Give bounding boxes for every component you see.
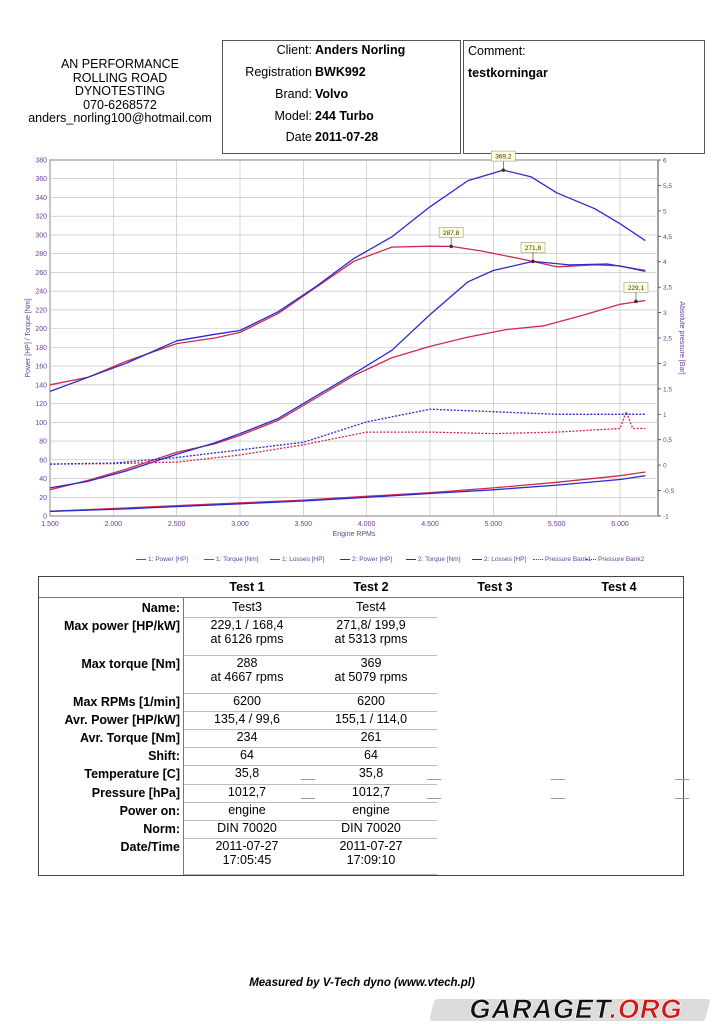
cell-test-1: 64	[240, 748, 254, 762]
registration-row	[223, 65, 460, 85]
legend-swatch	[406, 559, 416, 560]
annotation-label: 369,2	[495, 153, 512, 161]
cell-test-2: 35,8	[358, 766, 384, 780]
y-tick-label: 260	[35, 269, 47, 277]
model-row	[223, 109, 460, 129]
cell-test-2: 155,1 / 114,0	[334, 712, 408, 726]
logo-text-main: GARAGET	[469, 994, 610, 1024]
legend-item	[340, 556, 392, 563]
comment-value: testkorningar	[468, 66, 548, 80]
x-tick-label: 5.000	[484, 521, 503, 528]
cell-test-2: 64	[364, 748, 378, 762]
y2-tick-label: 0	[663, 462, 667, 470]
y-axis-label: Power [HP] / Torque [Nm]	[25, 298, 32, 378]
logo-text-suffix: .ORG	[609, 994, 683, 1024]
x-axis-label: Engine RPMs	[332, 531, 376, 538]
legend-label: 2: Losses [HP]	[484, 556, 527, 563]
cell-test-1: Test3	[232, 600, 262, 614]
y-tick-label: 200	[35, 326, 47, 334]
x-tick-label: 4.000	[357, 521, 376, 528]
y2-tick-label: -0,5	[663, 488, 675, 496]
row-label: Pressure [hPa]	[91, 786, 180, 800]
y-tick-label: 220	[35, 307, 47, 315]
brand-label: Brand:	[275, 87, 312, 101]
legend-item	[586, 556, 644, 563]
cell-test-2: 261	[360, 730, 382, 744]
label-divider	[183, 597, 184, 875]
y2-tick-label: 5	[663, 208, 667, 216]
legend-item	[533, 556, 591, 563]
header-test-2: Test 2	[353, 580, 389, 594]
company-line: ROLLING ROAD	[72, 70, 168, 85]
row-label: Max power [HP/kW]	[64, 619, 180, 633]
company-line: AN PERFORMANCE	[60, 57, 180, 71]
y-tick-label: 40	[39, 476, 47, 484]
cell-test-2: 271,8/ 199,9	[336, 618, 406, 632]
legend-item	[270, 556, 324, 563]
empty-cell-dash	[675, 798, 689, 799]
client-value: Anders Norling	[315, 43, 406, 57]
y2-tick-label: 3,5	[663, 284, 673, 292]
cell-test-2: Test4	[356, 600, 386, 614]
company-info	[20, 58, 220, 126]
row-label: Norm:	[143, 822, 180, 836]
legend-swatch	[340, 559, 350, 560]
x-tick-label: 2.500	[167, 521, 186, 528]
cell-test-2: 369	[360, 656, 382, 670]
y-tick-label: 0	[43, 513, 47, 521]
empty-cell-dash	[427, 798, 441, 799]
header-divider	[39, 597, 683, 598]
row-label: Avr. Power [HP/kW]	[64, 713, 180, 727]
y2-tick-label: 5,5	[663, 182, 673, 190]
legend-swatch	[136, 559, 146, 560]
y2-tick-label: -1	[663, 513, 669, 521]
y-tick-label: 140	[35, 382, 47, 390]
legend-label: Pressure Bank1	[545, 556, 592, 563]
logo-text	[469, 994, 682, 1024]
y-tick-label: 80	[39, 438, 47, 446]
date-row	[223, 130, 460, 150]
y-tick-label: 180	[35, 344, 47, 352]
annotation-label: 229,1	[627, 284, 645, 292]
empty-cell-dash	[301, 798, 315, 799]
comment-box	[463, 40, 705, 154]
y-tick-label: 160	[35, 363, 47, 371]
legend-swatch	[270, 559, 280, 560]
legend-label: 1: Losses [HP]	[282, 556, 325, 563]
legend-label: 2: Power [HP]	[352, 556, 393, 563]
legend-label: 2: Torque [Nm]	[418, 556, 461, 563]
cell-test-1: DIN 70020	[217, 821, 277, 835]
registration-label: Registration	[245, 65, 312, 79]
y2-tick-label: 0,5	[663, 437, 673, 445]
cell-test-2: engine	[352, 803, 390, 817]
y-tick-label: 280	[35, 251, 47, 259]
cell-test-1: 229,1 / 168,4	[210, 618, 284, 632]
row-label: Avr. Torque [Nm]	[79, 731, 180, 745]
row-label: Shift:	[148, 749, 180, 763]
row-label: Power on:	[119, 804, 180, 818]
empty-cell-dash	[675, 779, 689, 780]
y-tick-label: 340	[35, 194, 47, 202]
cell-test-2-detail: at 5079 rpms	[334, 670, 408, 684]
y2-tick-label: 2,5	[663, 335, 673, 343]
cell-test-1-detail: at 4667 rpms	[210, 670, 284, 684]
client-info-box	[222, 40, 461, 154]
client-row	[223, 43, 460, 63]
y2-tick-label: 4	[663, 259, 667, 267]
chart-legend	[0, 556, 724, 570]
legend-swatch	[472, 559, 482, 560]
row-divider	[184, 874, 437, 875]
y-tick-label: 300	[35, 232, 47, 240]
y2-tick-label: 3	[663, 310, 667, 318]
model-label: Model:	[274, 109, 312, 123]
header-test-4: Test 4	[601, 580, 637, 594]
cell-test-2: 2011-07-27	[339, 839, 403, 853]
annotation-label: 287,8	[443, 229, 460, 237]
y-tick-label: 120	[35, 401, 47, 409]
cell-test-2: 1012,7	[351, 785, 391, 799]
model-value: 244 Turbo	[315, 109, 374, 123]
client-label: Client:	[276, 43, 312, 57]
cell-test-2-detail: 17:09:10	[346, 853, 396, 867]
company-phone: 070-6268572	[83, 97, 157, 112]
x-tick-label: 3.500	[294, 521, 313, 528]
y-tick-label: 60	[39, 457, 47, 465]
dyno-chart	[0, 150, 724, 555]
legend-label: 1: Torque [Nm]	[216, 556, 259, 563]
x-tick-label: 5.500	[547, 521, 566, 528]
annotation-marker	[531, 260, 535, 264]
cell-test-1: 135,4 / 99,6	[213, 712, 281, 726]
date-label: Date	[285, 130, 312, 144]
y2-tick-label: 1,5	[663, 386, 673, 394]
cell-test-2: DIN 70020	[341, 821, 401, 835]
brand-row	[223, 87, 460, 107]
legend-item	[472, 556, 526, 563]
cell-test-1: 35,8	[234, 766, 260, 780]
x-tick-label: 3.000	[231, 521, 249, 528]
y-tick-label: 320	[35, 213, 47, 221]
row-label: Date/Time	[120, 840, 180, 854]
legend-item	[406, 556, 461, 563]
y2-tick-label: 6	[663, 157, 667, 165]
legend-label: Pressure Bank2	[598, 556, 645, 563]
row-label: Name:	[141, 601, 180, 615]
legend-swatch	[204, 559, 214, 560]
date-value: 2011-07-28	[315, 130, 379, 144]
cell-test-1-detail: 17:05:45	[222, 853, 272, 867]
registration-value: BWK992	[315, 65, 366, 79]
legend-swatch	[586, 559, 596, 560]
y-tick-label: 100	[35, 419, 47, 427]
y2-tick-label: 2	[663, 360, 667, 368]
cell-test-1: 234	[236, 730, 258, 744]
cell-test-1: 288	[236, 656, 258, 670]
y2-tick-label: 1	[663, 411, 667, 419]
legend-item	[204, 556, 259, 563]
empty-cell-dash	[551, 798, 565, 799]
header-test-1: Test 1	[229, 580, 265, 594]
cell-test-1-detail: at 6126 rpms	[210, 632, 284, 646]
annotation-label: 271,8	[524, 244, 542, 252]
y2-axis-label: Absolute pressure [Bar]	[678, 301, 685, 375]
y-tick-label: 380	[35, 157, 47, 165]
legend-label: 1: Power [HP]	[148, 556, 189, 563]
y2-tick-label: 4,5	[663, 233, 673, 241]
y-tick-label: 240	[35, 288, 47, 296]
y-tick-label: 360	[35, 176, 47, 184]
cell-test-2: 6200	[357, 694, 385, 708]
cell-test-1: 1012,7	[227, 785, 267, 799]
results-table	[38, 576, 684, 876]
brand-value: Volvo	[315, 87, 349, 101]
empty-cell-dash	[427, 779, 441, 780]
x-tick-label: 2.000	[104, 521, 123, 528]
footer-credit: Measured by V-Tech dyno (www.vtech.pl)	[249, 977, 475, 989]
header-test-3: Test 3	[477, 580, 513, 594]
row-label: Temperature [C]	[84, 767, 180, 781]
company-email: anders_norling100@hotmail.com	[28, 111, 212, 125]
empty-cell-dash	[551, 779, 565, 780]
comment-label: Comment:	[468, 44, 526, 58]
empty-cell-dash	[301, 779, 315, 780]
legend-item	[136, 556, 188, 563]
annotation-marker	[634, 300, 638, 304]
annotation-marker	[502, 168, 506, 172]
annotation-marker	[449, 245, 453, 249]
row-label: Max torque [Nm]	[81, 657, 180, 671]
legend-swatch	[533, 559, 543, 560]
y-tick-label: 20	[39, 494, 47, 502]
x-tick-label: 4.500	[421, 521, 439, 528]
cell-test-1: 2011-07-27	[215, 839, 279, 853]
cell-test-1: 6200	[233, 694, 261, 708]
garaget-logo	[430, 994, 722, 1024]
row-label: Max RPMs [1/min]	[73, 695, 180, 709]
company-line: DYNOTESTING	[74, 84, 166, 98]
cell-test-2-detail: at 5313 rpms	[334, 632, 408, 646]
x-tick-label: 6.000	[611, 521, 629, 528]
x-tick-label: 1.500	[41, 521, 59, 528]
cell-test-1: engine	[228, 803, 266, 817]
